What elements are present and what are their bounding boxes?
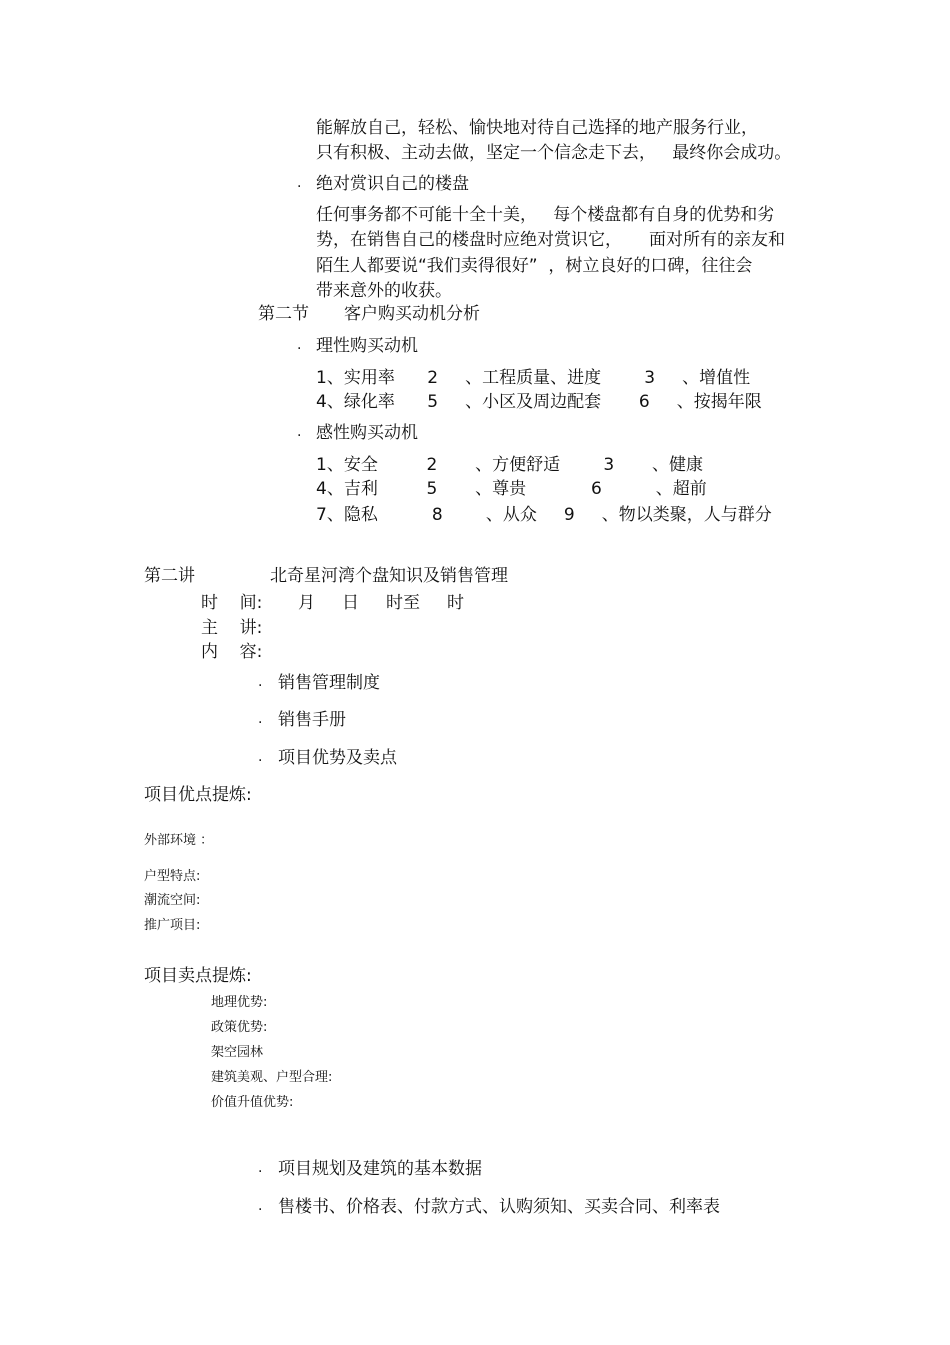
time-value: 月 日 时至 时	[298, 593, 465, 613]
selling-point-item: 价值升值优势:	[211, 1095, 294, 1110]
speaker-label: 主 讲:	[201, 618, 263, 638]
bullet-dot: ·	[258, 678, 263, 694]
content-item: 销售管理制度	[278, 673, 380, 693]
time-label: 时 间:	[201, 593, 263, 613]
bullet-dot: ·	[258, 753, 263, 769]
selling-point-item: 地理优势:	[211, 995, 268, 1010]
emotional-motive-title: 感性购买动机	[316, 423, 418, 443]
paragraph-line: 只有积极、主动去做，坚定一个信念走下去， 最终你会成功。	[316, 143, 792, 163]
rational-motive-row: 4、绿化率 5 、小区及周边配套 6 、按揭年限	[316, 392, 762, 412]
advantage-item: 户型特点:	[144, 869, 201, 884]
bullet-heading-appreciate: 绝对赏识自己的楼盘	[316, 174, 469, 194]
emotional-motive-row: 4、吉利 5 、尊贵 6 、超前	[316, 479, 707, 499]
bullet-dot: ·	[258, 715, 263, 731]
selling-point-item: 政策优势:	[211, 1020, 268, 1035]
content-item: 项目规划及建筑的基本数据	[278, 1159, 482, 1179]
lecture-title: 北奇星河湾个盘知识及销售管理	[270, 566, 508, 586]
content-label: 内 容:	[201, 642, 263, 662]
emotional-motive-row: 1、安全 2 、方便舒适 3 、健康	[316, 455, 703, 475]
rational-motive-title: 理性购买动机	[316, 336, 418, 356]
advantage-item: 潮流空间:	[144, 893, 201, 908]
paragraph-line: 陌生人都要说“我们卖得很好” ，树立良好的口碑，往往会	[316, 256, 753, 276]
bullet-dot: ·	[258, 1202, 263, 1218]
content-item: 销售手册	[278, 710, 346, 730]
paragraph-line: 任何事务都不可能十全十美， 每个楼盘都有自身的优势和劣	[316, 205, 775, 225]
emotional-motive-row: 7、隐私 8 、从众 9 、物以类聚，人与群分	[316, 505, 772, 525]
content-item: 项目优势及卖点	[278, 748, 397, 768]
bullet-dot: ·	[297, 179, 302, 195]
section-title: 客户购买动机分析	[344, 304, 480, 324]
paragraph-line: 能解放自己，轻松、愉快地对待自己选择的地产服务行业，	[316, 118, 758, 138]
content-item: 售楼书、价格表、付款方式、认购须知、买卖合同、利率表	[278, 1197, 720, 1217]
bullet-dot: ·	[258, 1164, 263, 1180]
bullet-dot: ·	[297, 428, 302, 444]
paragraph-line: 势，在销售自己的楼盘时应绝对赏识它， 面对所有的亲友和	[316, 230, 786, 250]
selling-point-item: 架空园林	[211, 1045, 264, 1060]
lecture-number: 第二讲	[144, 566, 195, 586]
advantages-title: 项目优点提炼:	[144, 785, 252, 805]
paragraph-line: 带来意外的收获。	[316, 281, 452, 301]
selling-points-title: 项目卖点提炼:	[144, 966, 252, 986]
bullet-dot: ·	[297, 341, 302, 357]
section-number: 第二节	[258, 304, 309, 324]
advantage-item: 推广项目:	[144, 918, 201, 933]
advantage-item: 外部环境 ：	[144, 833, 214, 848]
selling-point-item: 建筑美观、户型合理:	[211, 1070, 333, 1085]
rational-motive-row: 1、实用率 2 、工程质量、进度 3 、增值性	[316, 368, 751, 388]
